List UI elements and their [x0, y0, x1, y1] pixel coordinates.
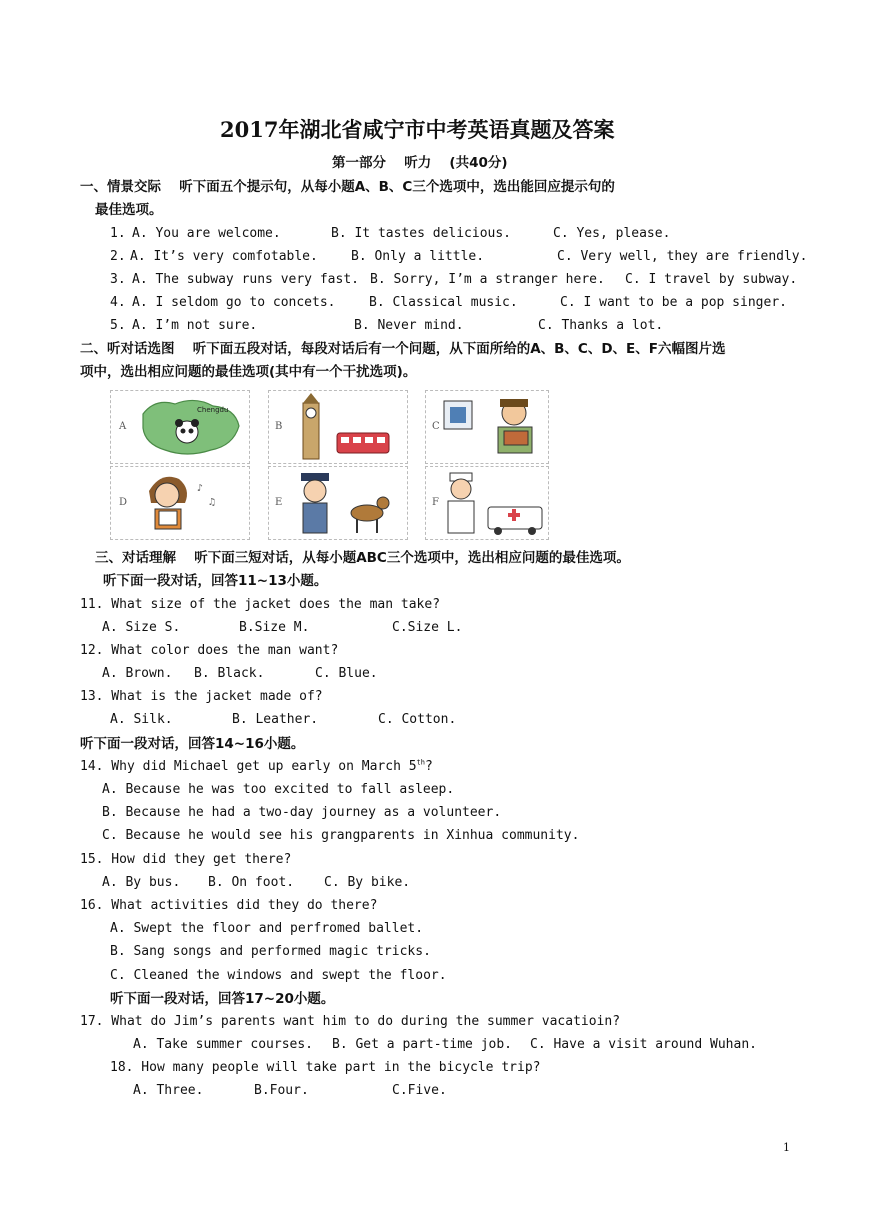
option-a: A. I seldom go to concets.: [132, 295, 336, 310]
picture-a: [110, 390, 250, 464]
question-16: 16. What activities did they do there?: [80, 898, 378, 913]
question-text: 14. Why did Michael get up early on March 5: [80, 759, 417, 774]
question-number: 4.: [110, 295, 126, 310]
question-11: 11. What size of the jacket does the man take?: [80, 597, 441, 612]
option-b: B. Because he had a two-day journey as a volunteer.: [102, 805, 502, 820]
option-b: B. Black.: [194, 666, 265, 681]
question-number: 3.: [110, 272, 126, 287]
option-c: C. Blue.: [315, 666, 378, 681]
option-c: C.Size L.: [392, 620, 463, 635]
option-b: B. Sorry, I’m a stranger here.: [370, 272, 605, 287]
question-17: 17. What do Jim’s parents want him to do during the summer vacatioin?: [80, 1014, 621, 1029]
option-b: B. Get a part-time job.: [332, 1037, 513, 1052]
section2-heading: 二、听对话选图 听下面五段对话，每段对话后有一个问题，从下面所给的A、B、C、D、E、F六幅图片选: [80, 341, 726, 357]
page-title: 2017年湖北省咸宁市中考英语真题及答案: [220, 117, 615, 142]
picture-letter: B: [275, 421, 283, 432]
picture-letter: E: [275, 497, 283, 508]
question-12: 12. What color does the man want?: [80, 643, 339, 658]
picture-letter: C: [432, 421, 440, 432]
option-c: C. Very well, they are friendly.: [557, 249, 808, 264]
option-a: A. It’s very comfotable.: [130, 249, 318, 264]
option-a: A. You are welcome.: [132, 226, 281, 241]
question-18: 18. How many people will take part in the bicycle trip?: [110, 1060, 541, 1075]
question-15: 15. How did they get there?: [80, 852, 292, 867]
group-instruction: 听下面一段对话，回答14~16小题。: [80, 736, 305, 752]
question-number: 5.: [110, 318, 126, 333]
option-b: B.Four.: [254, 1083, 309, 1098]
section3-heading: 三、对话理解 听下面三短对话，从每小题ABC三个选项中，选出相应问题的最佳选项。: [95, 550, 630, 566]
option-a: A. Three.: [133, 1083, 204, 1098]
option-b: B.Size M.: [239, 620, 310, 635]
panda-map-icon: [135, 394, 245, 460]
group-instruction: 听下面一段对话，回答11~13小题。: [103, 573, 328, 589]
option-a: A. The subway runs very fast.: [132, 272, 359, 287]
option-c: C. Have a visit around Wuhan.: [530, 1037, 757, 1052]
picture-letter: D: [119, 497, 128, 508]
page-number: 1: [783, 1141, 790, 1154]
option-a: A. Because he was too excited to fall asleep.: [102, 782, 455, 797]
option-c: C.Five.: [392, 1083, 447, 1098]
question-number: 2.: [110, 249, 126, 264]
option-c: C. By bike.: [324, 875, 411, 890]
svg-text:♪: ♪: [197, 483, 204, 494]
picture-b: [268, 390, 408, 464]
option-a: A. Silk.: [110, 712, 173, 727]
option-c: C. Cleaned the windows and swept the floor.: [110, 968, 447, 983]
ordinal-suffix: th: [416, 758, 425, 767]
option-b: B. Sang songs and performed magic tricks.: [110, 944, 431, 959]
section2-heading-cont: 项中，选出相应问题的最佳选项(其中有一个干扰选项)。: [80, 364, 417, 380]
svg-text:♫: ♫: [209, 497, 216, 508]
picture-c: [425, 390, 549, 464]
picture-d: [110, 466, 250, 540]
question-number: 1.: [110, 226, 126, 241]
option-c: C. I want to be a pop singer.: [560, 295, 787, 310]
group-instruction: 听下面一段对话，回答17~20小题。: [110, 991, 335, 1007]
option-a: A. Swept the floor and perfromed ballet.: [110, 921, 424, 936]
girl-accordion-icon: [133, 469, 243, 537]
option-c: C. Cotton.: [378, 712, 457, 727]
policeman-dog-icon: [285, 469, 405, 537]
option-a: A. Size S.: [102, 620, 181, 635]
option-b: B. Never mind.: [354, 318, 464, 333]
picture-f: [425, 466, 549, 540]
big-ben-bus-icon: [285, 393, 405, 461]
option-c: C. I travel by subway.: [625, 272, 798, 287]
question-14: [80, 758, 433, 776]
option-a: A. Brown.: [102, 666, 173, 681]
question-mark: ?: [424, 759, 433, 774]
option-c: C. Yes, please.: [553, 226, 671, 241]
doctor-ambulance-icon: [438, 469, 548, 537]
picture-letter: A: [119, 421, 127, 432]
section1-heading: 一、情景交际 听下面五个提示句，从每小题A、B、C三个选项中，选出能回应提示句的: [80, 179, 615, 195]
option-b: B. Classical music.: [369, 295, 518, 310]
option-b: B. Only a little.: [351, 249, 485, 264]
picture-letter: F: [432, 497, 439, 508]
option-a: A. I’m not sure.: [132, 318, 258, 333]
option-b: B. Leather.: [232, 712, 319, 727]
option-a: A. By bus.: [102, 875, 181, 890]
section1-heading-cont: 最佳选项。: [95, 202, 163, 218]
picture-e: [268, 466, 408, 540]
option-c: C. Because he would see his grangparents in Xinhua community.: [102, 828, 580, 843]
question-13: 13. What is the jacket made of?: [80, 689, 323, 704]
option-b: B. On foot.: [208, 875, 295, 890]
option-b: B. It tastes delicious.: [331, 226, 512, 241]
part-header: 第一部分 听力 (共40分): [332, 155, 508, 171]
reader-book-icon: [438, 393, 548, 461]
option-a: A. Take summer courses.: [133, 1037, 314, 1052]
picture-caption: Chengdu: [197, 406, 229, 414]
option-c: C. Thanks a lot.: [538, 318, 664, 333]
